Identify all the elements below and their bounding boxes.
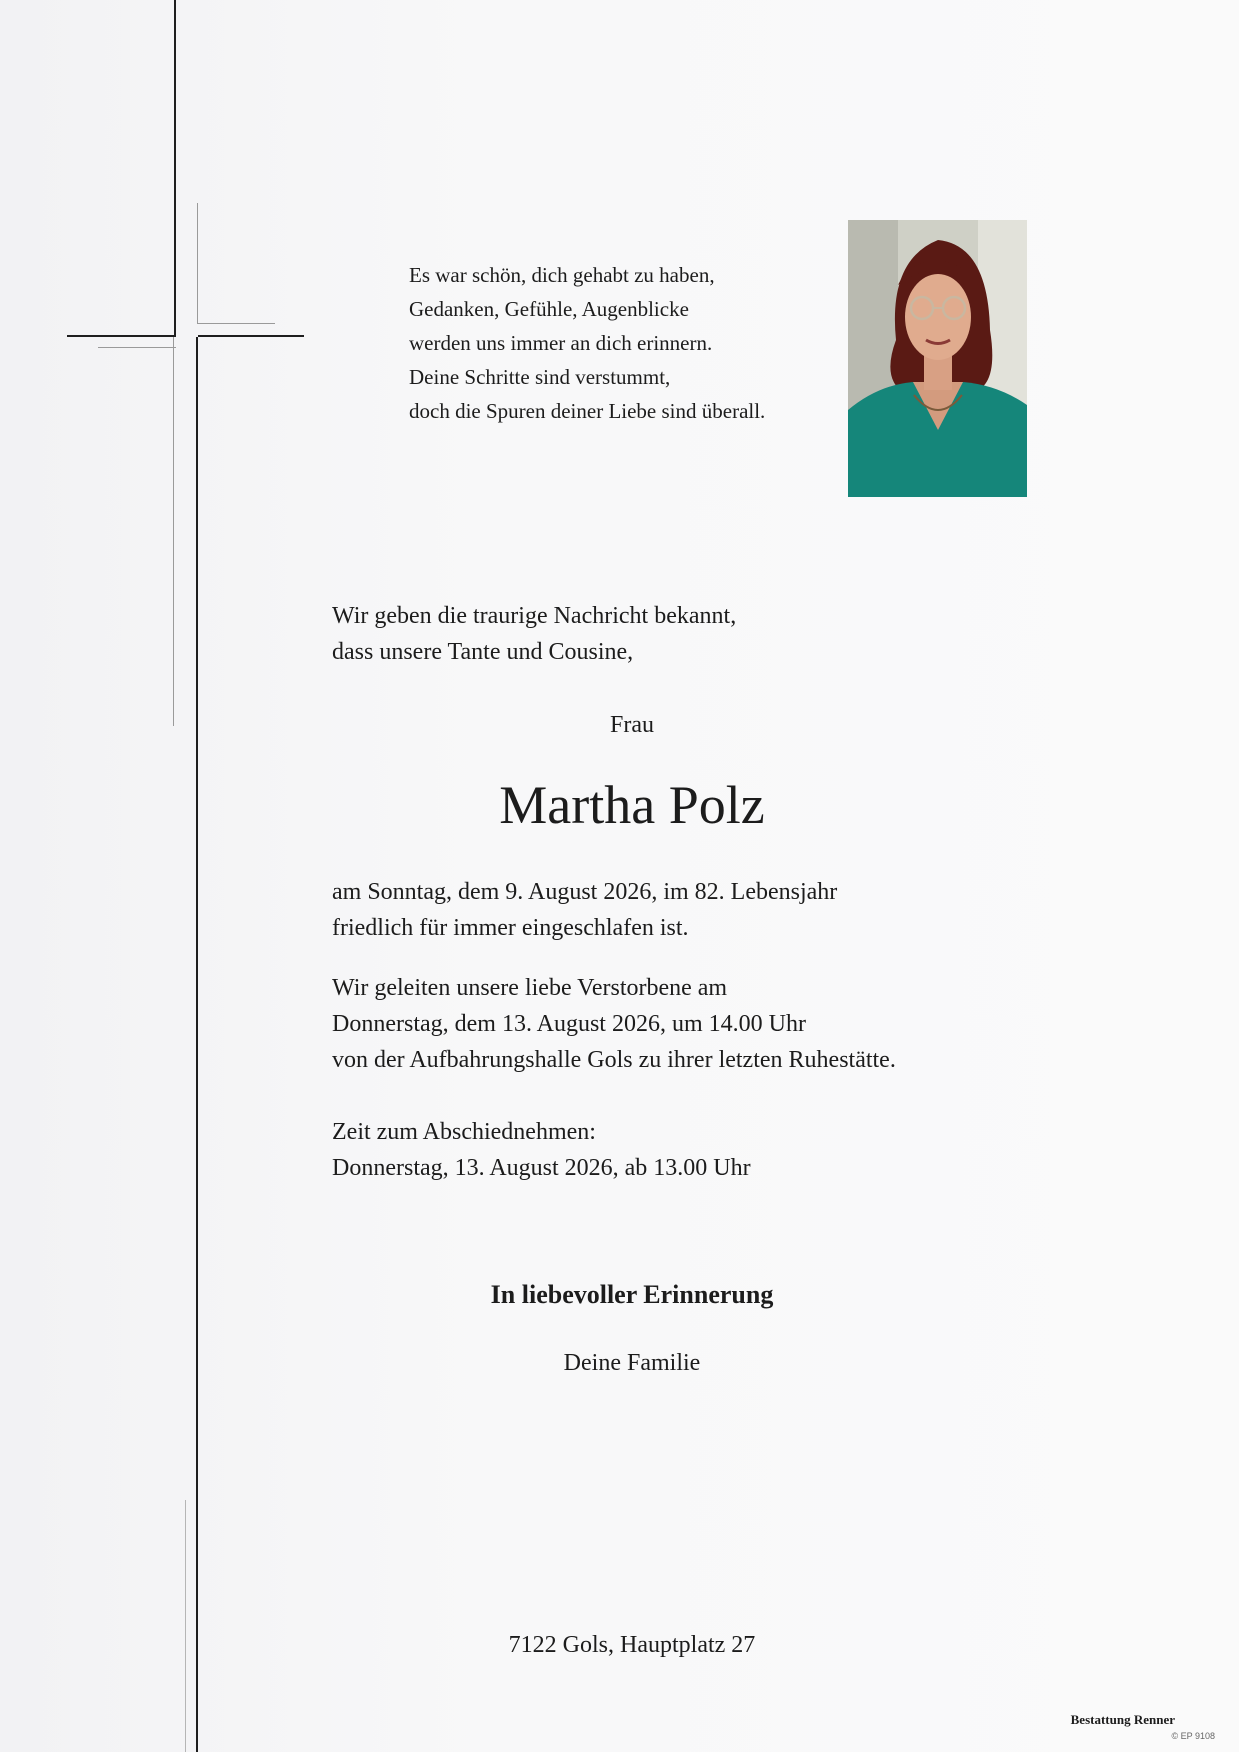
undertaker-name: Bestattung Renner [1070, 1712, 1175, 1727]
address: 7122 Gols, Hauptplatz 27 [508, 1632, 756, 1658]
funeral-text [332, 970, 896, 1078]
poem-line: Es war schön, dich gehabt zu haben, [409, 263, 715, 287]
funeral-line: Donnerstag, dem 13. August 2026, um 14.00 Uhr [332, 1011, 806, 1037]
poem-line: doch die Spuren deiner Liebe sind überall. [409, 399, 766, 423]
template-code: © EP 9108 [1171, 1731, 1215, 1741]
poem-line: werden uns immer an dich erinnern. [409, 331, 713, 355]
portrait-photo [848, 220, 1027, 497]
poem-line: Deine Schritte sind verstummt, [409, 365, 671, 389]
death-text [332, 874, 837, 946]
death-line: am Sonntag, dem 9. August 2026, im 82. Lebensjahr [332, 879, 838, 905]
death-line: friedlich für immer eingeschlafen ist. [332, 915, 689, 941]
funeral-line: Wir geleiten unsere liebe Verstorbene am [332, 975, 728, 1001]
farewell-text [332, 1114, 751, 1186]
family-signature: Deine Familie [563, 1350, 701, 1376]
deceased-name: Martha Polz [499, 775, 765, 835]
funeral-line: von der Aufbahrungshalle Gols zu ihrer letzten Ruhestätte. [332, 1047, 896, 1073]
intro-line: Wir geben die traurige Nachricht bekannt, [332, 603, 737, 629]
farewell-line: Donnerstag, 13. August 2026, ab 13.00 Uhr [332, 1155, 751, 1181]
farewell-line: Zeit zum Abschiednehmen: [332, 1119, 596, 1145]
intro-line: dass unsere Tante und Cousine, [332, 639, 634, 665]
intro-text [332, 598, 736, 670]
salutation: Frau [610, 712, 654, 738]
portrait-illustration [848, 220, 1027, 497]
poem [409, 258, 839, 428]
poem-line: Gedanken, Gefühle, Augenblicke [409, 297, 689, 321]
remembrance-heading: In liebevoller Erinnerung [490, 1280, 774, 1309]
